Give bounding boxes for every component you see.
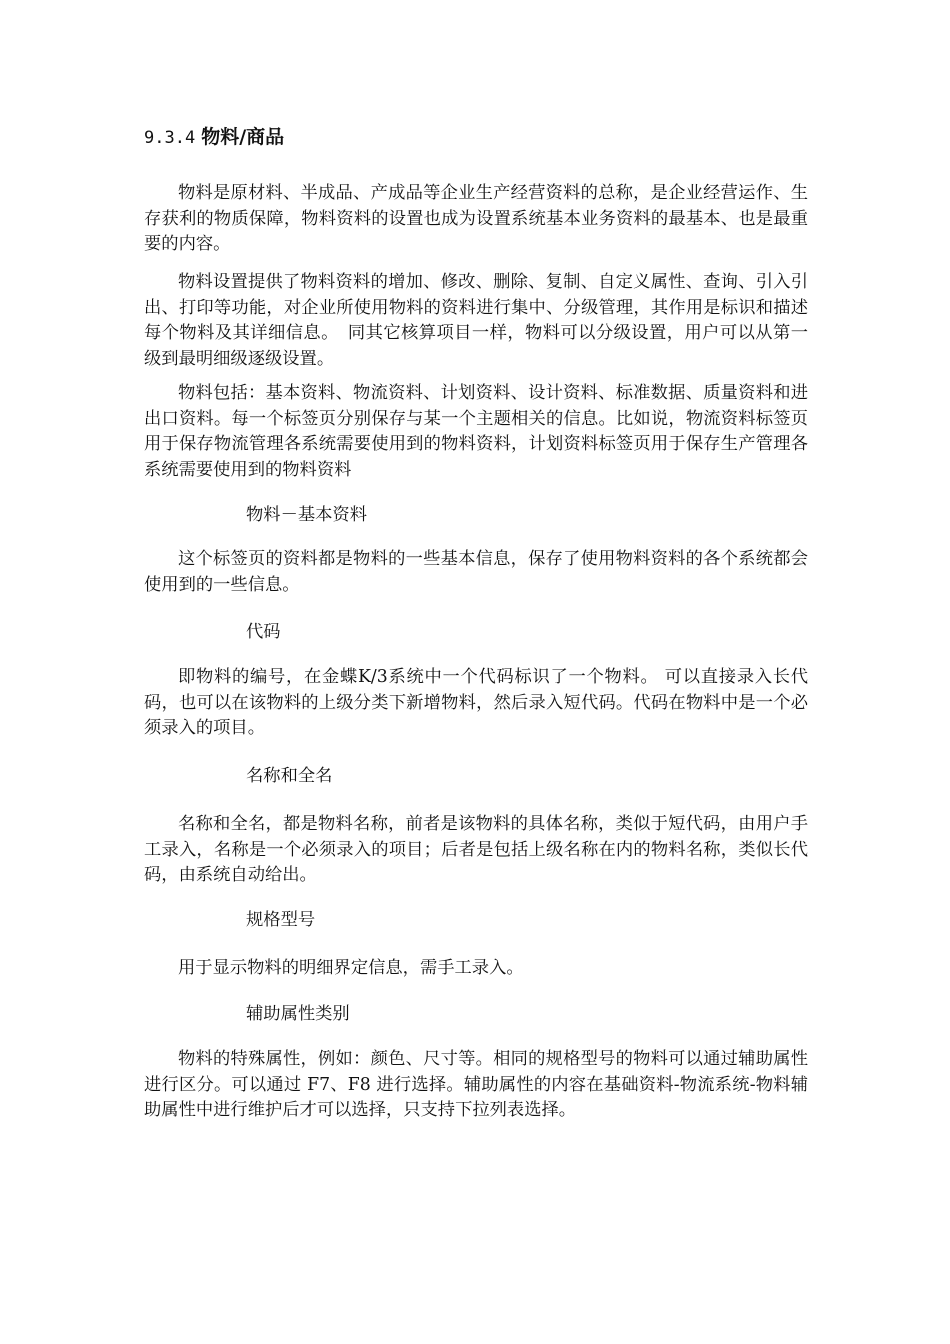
subsection-text-basic: 这个标签页的资料都是物料的一些基本信息，保存了使用物料资料的各个系统都会使用到的一些信息。 [144, 549, 808, 595]
intro-paragraph-3: 物料包括：基本资料、物流资料、计划资料、设计资料、标准数据、质量资料和进出口资料。每一个标签页分别保存与某一个主题相关的信息。比如说，物流资料标签页用于保存物流管理各系统需要使用到的物料资料，计划资料标签页用于保存生产管理各系统需要使用到的物料资料 [144, 383, 808, 480]
subsection-text-spec: 用于显示物料的明细界定信息，需手工录入。 [178, 958, 524, 978]
section-title: 物料/商品 [201, 126, 285, 148]
subsection-heading-basic: 物料－基本资料 [246, 505, 367, 525]
subsection-heading-name: 名称和全名 [246, 766, 333, 786]
subsection-heading-aux: 辅助属性类别 [246, 1004, 350, 1024]
section-number: 9.3.4 [144, 128, 196, 148]
subsection-heading-code: 代码 [246, 622, 281, 642]
subsection-text-code: 即物料的编号，在金蝶K/3系统中一个代码标识了一个物料。 可以直接录入长代码，也可以在该物料的上级分类下新增物料，然后录入短代码。代码在物料中是一个必须录入的项目。 [144, 667, 808, 738]
intro-paragraph-2: 物料设置提供了物料资料的增加、修改、删除、复制、自定义属性、查询、引入引出、打印等功能，对企业所使用物料的资料进行集中、分级管理，其作用是标识和描述每个物料及其详细信息。 同其它核算项目一样，物料可以分级设置，用户可以从第一级到最明细级逐级设置。 [144, 272, 808, 369]
intro-paragraph-1: 物料是原材料、半成品、产成品等企业生产经营资料的总称，是企业经营运作、生存获利的物质保障，物料资料的设置也成为设置系统基本业务资料的最基本、也是最重要的内容。 [144, 183, 808, 254]
section-heading [144, 124, 284, 151]
subsection-text-name: 名称和全名，都是物料名称，前者是该物料的具体名称，类似于短代码，由用户手工录入，名称是一个必须录入的项目；后者是包括上级名称在内的物料名称，类似长代码，由系统自动给出。 [144, 814, 808, 885]
subsection-text-aux: 物料的特殊属性，例如：颜色、尺寸等。相同的规格型号的物料可以通过辅助属性进行区分。可以通过 F7、F8 进行选择。辅助属性的内容在基础资料-物流系统-物料辅助属性中进行维护后才可以选择，只支持下拉列表选择。 [144, 1049, 808, 1120]
subsection-heading-spec: 规格型号 [246, 910, 316, 930]
